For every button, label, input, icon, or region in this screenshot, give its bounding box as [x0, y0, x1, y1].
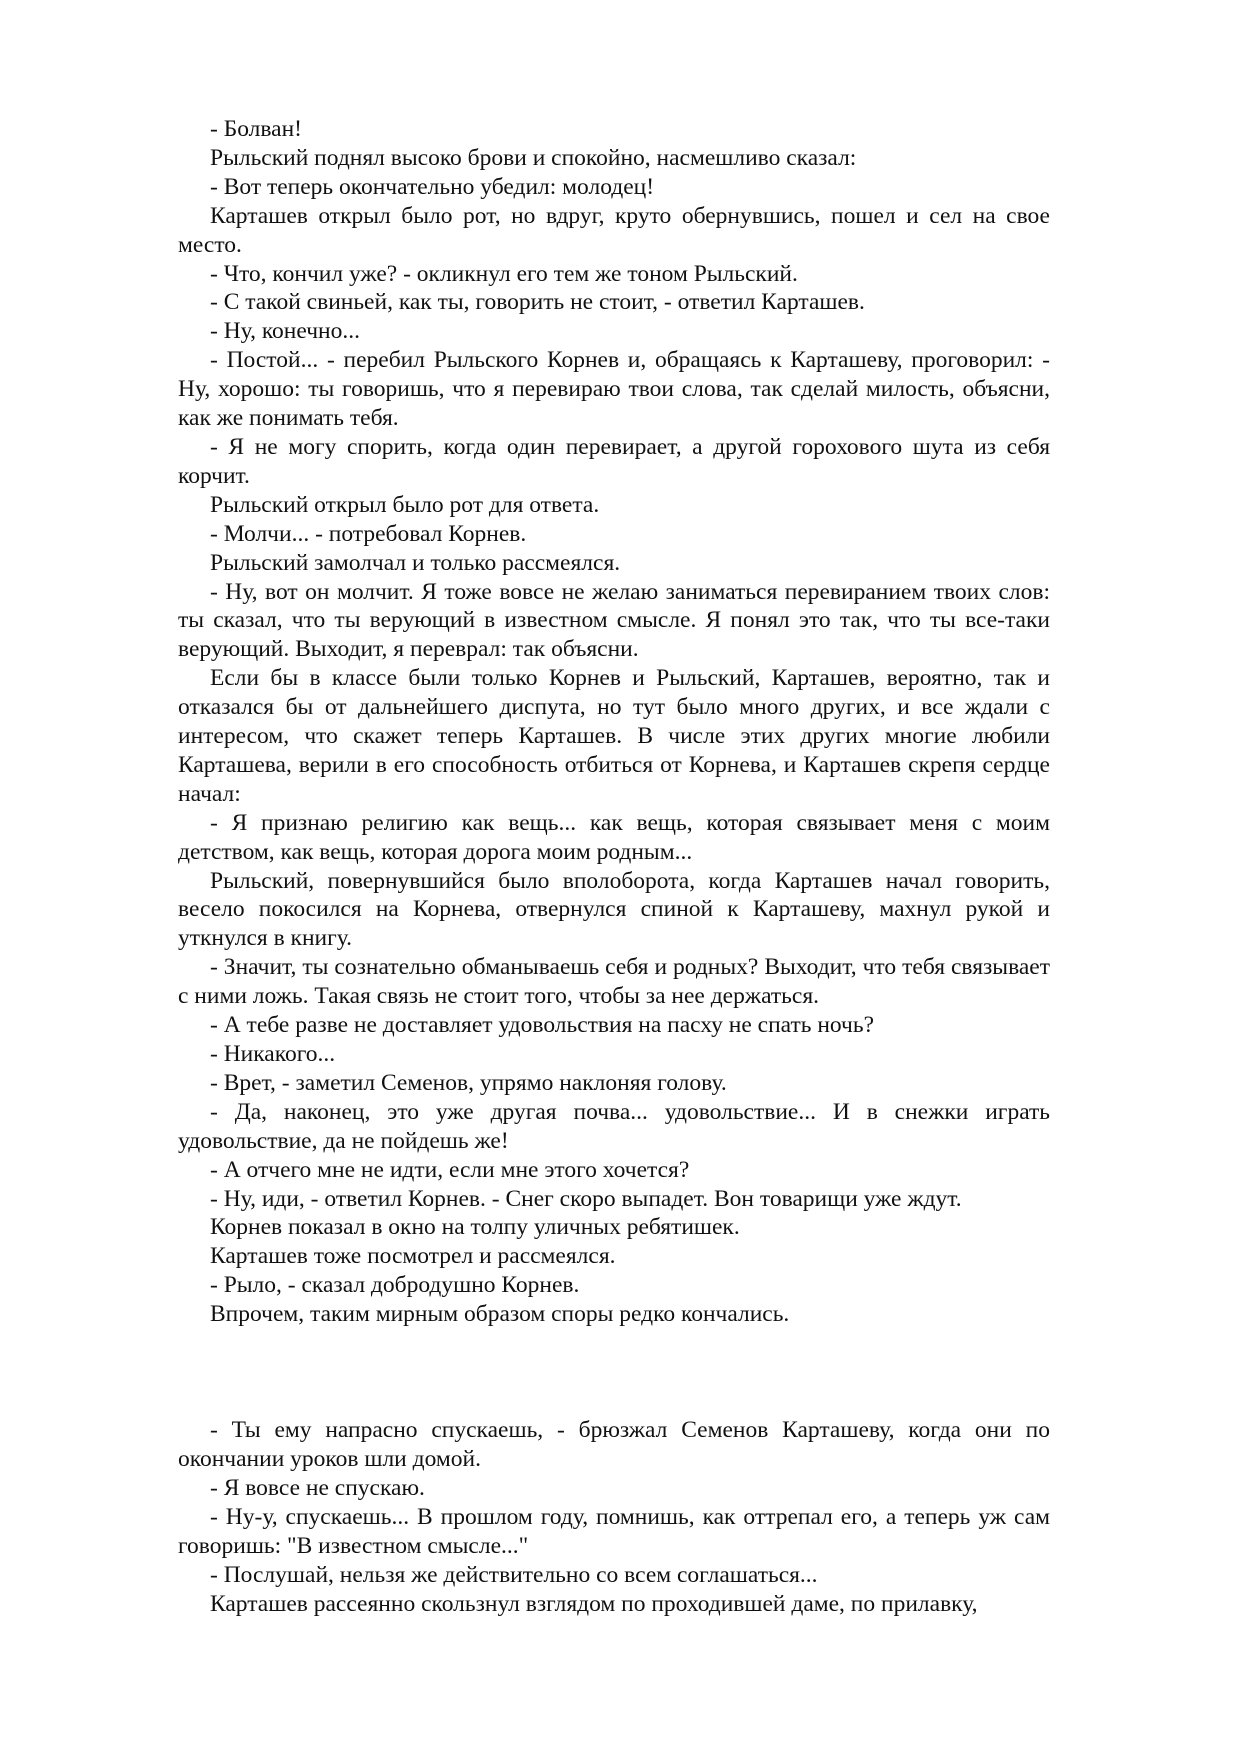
document-page — [178, 115, 1050, 1618]
paragraph: - Что, кончил уже? - окликнул его тем же тоном Рыльский. — [210, 260, 798, 287]
paragraph: - Ну, иди, - ответил Корнев. - Снег скоро выпадет. Вон товарищи уже ждут. — [210, 1185, 962, 1212]
paragraph: - А тебе разве не доставляет удовольствия на пасху не спать ночь? — [210, 1012, 875, 1039]
paragraph: Рыльский открыл было рот для ответа. — [210, 491, 600, 518]
section-gap — [178, 1329, 1050, 1416]
text-block-part1 — [178, 115, 1050, 1329]
paragraph: - Ну, конечно... — [210, 318, 360, 345]
paragraph: - Я не могу спорить, когда один перевирает, а другой горохового шута из себя корчит. — [178, 433, 1050, 489]
paragraph: - Ты ему напрасно спускаешь, - брюзжал Семенов Карташеву, когда они по окончании уроков шли домой. — [178, 1417, 1050, 1472]
paragraph: - Постой... - перебил Рыльского Корнев и, обращаясь к Карташеву, проговорил: - Ну, хорошо: ты говоришь, что я перевираю твои слова, так сделай милость, объясни, как же понимать тебя. — [178, 347, 1050, 432]
paragraph: - Я вовсе не спускаю. — [210, 1474, 425, 1501]
paragraph: Корнев показал в окно на толпу уличных ребятишек. — [210, 1214, 740, 1241]
paragraph: - Рыло, - сказал добродушно Корнев. — [210, 1272, 580, 1299]
paragraph: - Вот теперь окончательно убедил: молодец! — [210, 173, 655, 200]
paragraph: Карташев рассеянно скользнул взглядом по проходившей даме, по прилавку, — [210, 1590, 978, 1617]
paragraph: - Послушай, нельзя же действительно со всем соглашаться... — [210, 1561, 818, 1588]
paragraph: Рыльский поднял высоко брови и спокойно, насмешливо сказал: — [210, 144, 857, 171]
paragraph: - Врет, - заметил Семенов, упрямо наклоняя голову. — [210, 1069, 727, 1096]
paragraph: Рыльский, повернувшийся было вполоборота, когда Карташев начал говорить, весело покосился на Корнева, отвернулся спиной к Карташеву, махнул рукой и уткнулся в книгу. — [178, 867, 1050, 952]
paragraph: - А отчего мне не идти, если мне этого хочется? — [210, 1156, 690, 1183]
paragraph: Карташев открыл было рот, но вдруг, круто обернувшись, пошел и сел на свое место. — [178, 202, 1050, 258]
paragraph: - Да, наконец, это уже другая почва... удовольствие... И в снежки играть удовольствие, да не пойдешь же! — [178, 1098, 1050, 1154]
paragraph: - С такой свиньей, как ты, говорить не стоит, - ответил Карташев. — [210, 289, 865, 316]
paragraph: Впрочем, таким мирным образом споры редко кончались. — [210, 1301, 790, 1328]
paragraph: - Молчи... - потребовал Корнев. — [210, 520, 527, 547]
text-block-part2 — [178, 1416, 1050, 1618]
paragraph: - Я признаю религию как вещь... как вещь, которая связывает меня с моим детством, как вещь, которая дорога моим родным... — [178, 809, 1050, 865]
paragraph: Если бы в классе были только Корнев и Рыльский, Карташев, вероятно, так и отказался бы от дальнейшего диспута, но тут было много других, и все ждали с интересом, что скажет теперь Карташев. В числе этих других многие любили Карташева, верили в его способность отбиться от Корнева, и Карташев скрепя сердце начал: — [178, 665, 1050, 807]
paragraph: - Никакого... — [210, 1041, 336, 1067]
paragraph: - Значит, ты сознательно обманываешь себя и родных? Выходит, что тебя связывает с ними ложь. Такая связь не стоит того, чтобы за нее держаться. — [178, 954, 1050, 1010]
paragraph: Карташев тоже посмотрел и рассмеялся. — [210, 1243, 616, 1270]
paragraph: - Ну, вот он молчит. Я тоже вовсе не желаю заниматься перевиранием твоих слов: ты сказал, что ты верующий в известном смысле. Я понял это так, что ты все-таки верующий. Выходит, я переврал: так объясни. — [178, 578, 1050, 663]
paragraph: - Ну-у, спускаешь... В прошлом году, помнишь, как оттрепал его, а теперь уж сам говоришь: "В известном смысле..." — [178, 1503, 1050, 1559]
paragraph: Рыльский замолчал и только рассмеялся. — [210, 549, 621, 576]
paragraph: - Болван! — [210, 116, 302, 142]
